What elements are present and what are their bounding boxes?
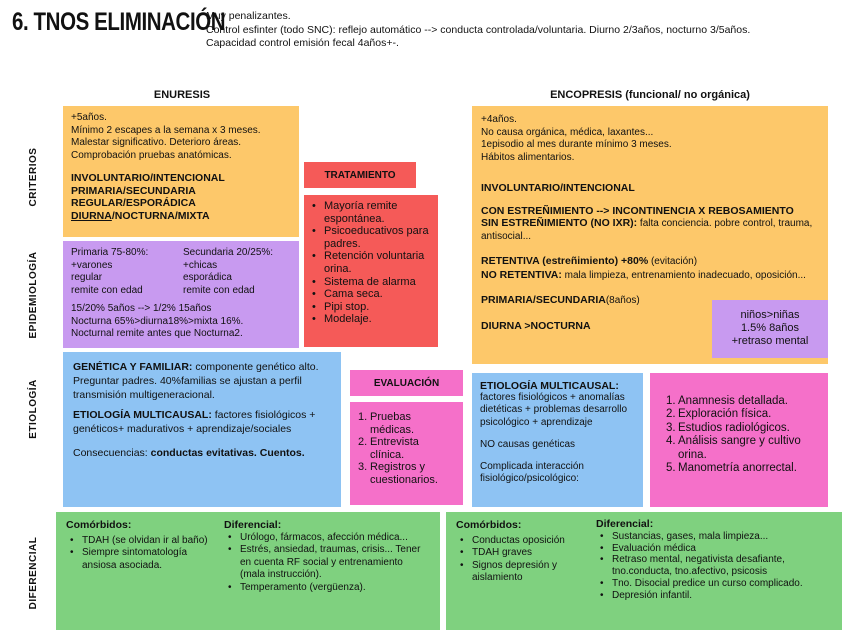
epi-line: 1.5% 8años	[740, 322, 800, 334]
page-title: 6. TNOS ELIMINACIÓN	[12, 8, 226, 36]
epi-line: +varones	[71, 259, 113, 271]
intro-line: Capacidad control emisión fecal 4años+-.	[206, 37, 399, 49]
epi-line: esporádica	[183, 272, 232, 283]
no-retentiva-line: NO RETENTIVA: mala limpieza, entrenamiento inadecuado, oposición...	[481, 268, 806, 281]
evaluacion-box	[350, 402, 463, 505]
multicausal-text: factores fisiológicos + genéticos+ madurativos + aprendizaje/sociales	[73, 409, 316, 435]
diurna-line: DIURNA >NOCTURNA	[481, 319, 591, 332]
enuresis-criterios-box	[63, 106, 299, 237]
epi-line: Secundaria 20/25%:	[183, 247, 274, 258]
criterio-line: +4años.	[481, 114, 517, 125]
criterio-line: Hábitos alimentarios.	[481, 151, 575, 163]
encopresis-epidemiologia-box	[712, 300, 828, 358]
evaluacion-item: 3. Registros y cuestionarios.	[358, 461, 438, 486]
criterio-type: PRIMARIA/SECUNDARIA	[71, 184, 196, 197]
tratamiento-item: • Cama seca.	[312, 288, 430, 301]
intro-text	[206, 10, 750, 51]
tratamiento-item: • Mayoría remite espontánea.	[312, 200, 430, 225]
evaluacion-item: 3. Estudios radiológicos.	[666, 421, 790, 434]
comorbidos-title: Comórbidos:	[456, 519, 522, 531]
consecuencias-text: conductas evitativas. Cuentos.	[150, 447, 305, 459]
comorbido-item: • TDAH (se olvidan ir al baño)	[70, 535, 224, 548]
consecuencias-label: Consecuencias:	[73, 447, 151, 459]
evaluacion-item: 2. Exploración física.	[666, 408, 772, 421]
diferencial-block	[596, 519, 832, 602]
no-genetica-line: NO causas genéticas	[480, 438, 576, 450]
primaria-line: PRIMARIA/SECUNDARIA(8años)	[481, 294, 640, 306]
epi-line: regular	[71, 272, 103, 283]
criterio-line: Mínimo 2 escapes a la semana x 3 meses.	[71, 124, 261, 136]
genetica-text: componente genético alto. Preguntar padres. 40%familias se ajustan a perfil transmisión multigeneracional.	[73, 361, 319, 401]
criterio-type: INVOLUNTARIO/INTENCIONAL	[71, 172, 225, 184]
tratamiento-item: • Pipi stop.	[312, 301, 430, 314]
multicausal-paragraph	[73, 408, 331, 436]
diferencial-title: Diferencial:	[596, 518, 654, 530]
row-label-diferencial: DIFERENCIAL	[28, 536, 39, 610]
criterio-line: +5años.	[71, 112, 107, 123]
intro-line: Muy penalizantes.	[206, 10, 291, 22]
tratamiento-item: • Sistema de alarma	[312, 276, 430, 289]
diferencial-item: • Estrés, ansiedad, traumas, crisis... Tener en cuenta RF social y entrenamiento (mala instrucción).	[228, 544, 430, 582]
epi-line: +retraso mental	[731, 335, 809, 347]
row-label-epidemiologia: EPIDEMIOLOGÍA	[28, 251, 39, 339]
tratamiento-item: • Modelaje.	[312, 313, 430, 326]
row-label-etiologia: ETIOLOGÍA	[28, 379, 39, 439]
epi-line: niños>niñas	[740, 309, 800, 321]
comorbido-item: • Siempre sintomatología ansiosa asociada.	[70, 547, 224, 572]
diurna-text: DIURNA	[71, 209, 112, 222]
evaluacion-item: 1. Anamnesis detallada.	[666, 395, 788, 407]
tratamiento-item: • Psicoeducativos para padres.	[312, 225, 430, 250]
diferencial-item: • Evaluación médica	[600, 543, 832, 555]
epi-line: remite con edad	[71, 284, 143, 296]
diferencial-block	[224, 519, 430, 594]
multicausal-title: ETIOLOGÍA MULTICAUSAL:	[73, 409, 212, 421]
diferencial-item: • Depresión infantil.	[600, 590, 832, 602]
secundaria-block	[183, 247, 273, 297]
epi-line: 15/20% 5años --> 1/2% 15años	[71, 303, 212, 314]
diferencial-item: • Retraso mental, negativista desafiante, tno.conducta, tno.afectivo, psicosis	[600, 554, 832, 578]
criterio-line: Malestar significativo. Deterioro áreas.	[71, 137, 242, 148]
etiologia-title: ETIOLOGÍA MULTICAUSAL:	[480, 380, 619, 392]
column-header-enuresis: ENURESIS	[153, 89, 211, 101]
epi-line: remite con edad	[183, 284, 255, 296]
tratamiento-label: TRATAMIENTO	[304, 162, 416, 188]
epi-line: Nocturna 65%>diurna18%>mixta 16%.	[71, 315, 244, 327]
comorbidos-title: Comórbidos:	[66, 519, 132, 531]
comorbido-item: • Signos depresión y aislamiento	[460, 560, 596, 585]
encopresis-diferencial-box	[446, 512, 842, 630]
genetica-title: GENÉTICA Y FAMILIAR:	[73, 361, 193, 373]
sin-estrenimiento-line: SIN ESTREÑIMIENTO (NO IXR): falta conciencia. pobre control, trauma, antisocial...	[481, 217, 813, 242]
epi-line: +chicas	[183, 259, 218, 271]
genetica-paragraph	[73, 360, 331, 402]
comorbidos-block	[456, 519, 596, 602]
retentiva-line: RETENTIVA (estreñimiento) +80% (evitación)	[481, 255, 698, 267]
diferencial-item: • Tno. Disocial predice un curso complicado.	[600, 578, 832, 590]
evaluacion-item: 5. Manometría anorrectal.	[666, 462, 797, 475]
enuresis-etiologia-box	[63, 352, 341, 507]
comorbidos-block	[66, 519, 224, 594]
diurna-rest: /NOCTURNA/MIXTA	[111, 209, 210, 222]
diferencial-item: • Urólogo, fármacos, afección médica...	[228, 532, 430, 545]
row-label-criterios: CRITERIOS	[28, 147, 39, 207]
comorbido-item: • Conductas oposición	[460, 535, 596, 548]
enuresis-epidemiologia-box	[63, 241, 299, 348]
column-header-encopresis: ENCOPRESIS (funcional/ no orgánica)	[550, 89, 750, 101]
evaluacion-item: 1. Pruebas médicas.	[358, 411, 415, 436]
intro-line: Control esfinter (todo SNC): reflejo automático --> conducta controlada/voluntaria. Diurno 2/3años, nocturno 3/5años.	[206, 23, 751, 36]
enuresis-diferencial-box	[56, 512, 440, 630]
criterio-type-diurna	[71, 210, 291, 223]
encopresis-etiologia-box	[472, 373, 643, 507]
diferencial-item: • Temperamento (vergüenza).	[228, 582, 430, 595]
evaluacion-item: 2. Entrevista clínica.	[358, 436, 419, 461]
evaluacion-label: EVALUACIÓN	[350, 370, 463, 396]
criterio-line: 1episodio al mes durante mínimo 3 meses.	[481, 139, 672, 150]
consecuencias-paragraph	[73, 446, 331, 460]
criterio-line: No causa orgánica, médica, laxantes...	[481, 126, 654, 138]
evaluacion-item: 4. Análisis sangre y cultivo orina.	[666, 435, 801, 461]
encopresis-evaluacion-box	[650, 373, 828, 507]
complicada-line: Complicada interacción fisiológico/psicológico:	[480, 461, 584, 485]
epi-line: Primaria 75-80%:	[71, 247, 149, 258]
comorbido-item: • TDAH graves	[460, 547, 596, 560]
criterio-type: REGULAR/ESPORÁDICA	[71, 197, 196, 209]
diferencial-title: Diferencial:	[224, 519, 282, 531]
involuntario-line: INVOLUNTARIO/INTENCIONAL	[481, 182, 635, 194]
diferencial-item: • Sustancias, gases, mala limpieza...	[600, 531, 832, 543]
con-estrenimiento-line: CON ESTREÑIMIENTO --> INCONTINENCIA X REBOSAMIENTO	[481, 204, 794, 217]
tratamiento-box	[304, 195, 438, 347]
primaria-block	[71, 247, 183, 297]
etiologia-text: factores fisiológicos + anomalías dietéticas + problemas desarrollo psicológico + aprendizaje	[480, 392, 628, 428]
epi-line: Nocturnal remite antes que Nocturna2.	[71, 328, 243, 339]
criterio-line: Comprobación pruebas anatómicas.	[71, 149, 232, 161]
tratamiento-item: • Retención voluntaria orina.	[312, 250, 430, 275]
